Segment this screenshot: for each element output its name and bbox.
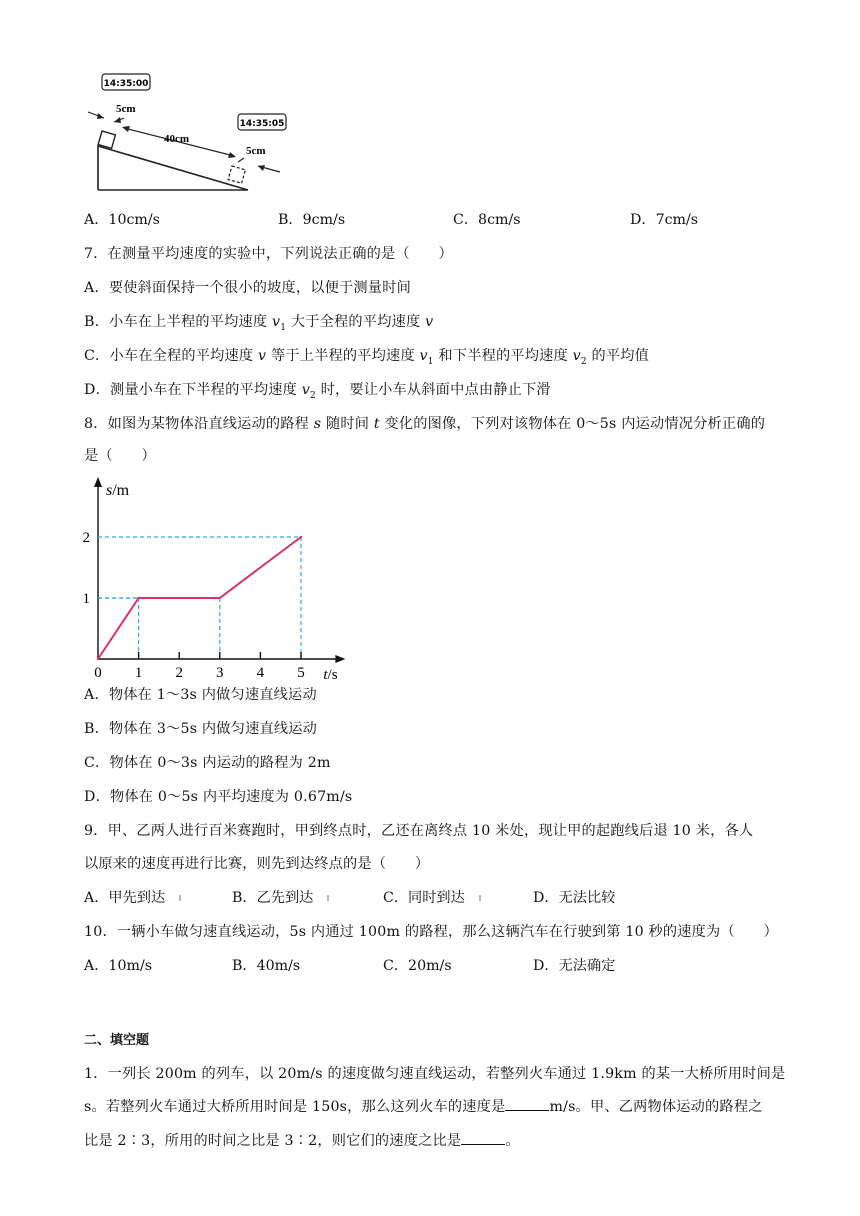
answer-blank-speed[interactable] [505,1096,549,1111]
q10-stem: 10．一辆小车做匀速直线运动，5s 内通过 100m 的路程，那么这辆汽车在行驶到第 10 秒的速度为（ ） [84,924,778,940]
q10-option-a[interactable]: A．10m/s [84,958,153,974]
q8-stem-line1 [84,413,765,433]
q7-option-c[interactable] [84,345,649,367]
q7-option-c-v1-sub: 1 [427,356,434,367]
q7-option-b-v: v [425,314,434,330]
q8-option-a[interactable]: A．物体在 1～3s 内做匀速直线运动 [84,687,317,703]
timer-start: 14:35:00 [103,79,149,89]
fill-q1-line2 [84,1096,763,1116]
y-tick-label: 1 [82,591,90,607]
incline-figure [84,68,294,196]
q7-option-b[interactable] [84,311,433,333]
q7-option-d[interactable] [84,379,551,401]
fill-q1-line1: 1．一列长 200m 的列车，以 20m/s 的速度做匀速直线运动，若整列火车通过 1.9km 的某一大桥所用时间是 [84,1066,786,1082]
q9-option-a[interactable] [84,887,181,907]
q10-option-c[interactable]: C．20m/s [383,958,452,974]
separator-mark [479,895,481,901]
y-axis-label: s/m [106,482,130,499]
separator-mark [179,895,181,901]
len-mid: 40cm [164,133,190,145]
q7-option-d-v2-sub: 2 [309,390,316,401]
q9-option-b[interactable] [232,887,329,907]
x-tick-label: 0 [94,665,102,681]
fill-q1-line2-text2: m/s。甲、乙两物体运动的路程之 [549,1099,763,1115]
section-title-fill-blank: 二、填空题 [84,1033,150,1048]
q7-option-b-text1: B．小车在上半程的平均速度 [84,314,272,330]
y-axis-arrow [94,477,102,487]
q10-option-d[interactable]: D．无法确定 [533,958,616,974]
len-car-end: 5cm [246,145,266,157]
q7-option-c-v1: v [419,348,428,364]
s-t-chart [82,475,374,683]
q8-option-d[interactable]: D．物体在 0～5s 内平均速度为 0.67m/s [84,789,353,805]
x-axis-label: t/s [323,667,338,683]
q6-option-c[interactable]: C．8cm/s [453,212,521,228]
q7-option-d-v2: v [301,382,310,398]
q7-stem: 7．在测量平均速度的实验中，下列说法正确的是（ ） [84,246,453,262]
q6-option-b[interactable]: B．9cm/s [278,212,346,228]
q9-option-c-label: C．同时到达 [383,890,465,906]
q7-option-b-v1: v [272,314,281,330]
q7-option-d-text1: D．测量小车在下半程的平均速度 [84,382,302,398]
q7-option-c-v: v [258,348,267,364]
x-tick-label: 2 [175,665,183,681]
q7-option-b-text2: 大于全程的平均速度 [286,314,426,330]
q7-option-c-text2: 等于上半程的平均速度 [266,348,420,364]
q7-option-b-v1-sub: 1 [280,322,287,333]
data-point [97,658,99,660]
y-tick-label: 2 [82,530,90,546]
q9-stem-line2: 以原来的速度再进行比赛，则先到达终点的是（ ） [84,856,430,872]
q7-option-c-text1: C．小车在全程的平均速度 [84,348,259,364]
fill-q1-line3-text1: 比是 2∶3，所用的时间之比是 3∶2，则它们的速度之比是 [84,1133,462,1149]
data-point [219,597,221,599]
q7-option-d-text2: 时，要让小车从斜面中点由静止下滑 [315,382,551,398]
q6-option-d[interactable]: D．7cm/s [630,212,699,228]
q7-option-c-v2-sub: 2 [580,356,587,367]
q9-option-c[interactable] [383,887,481,907]
q8-stem-line2: 是（ ） [84,448,156,464]
answer-blank-ratio[interactable] [461,1130,505,1145]
q8-stem-text3: 变化的图像，下列对该物体在 0～5s 内运动情况分析正确的 [379,416,766,432]
x-tick-label: 3 [216,665,224,681]
data-point [300,536,302,538]
q8-stem-text2: 随时间 [321,416,374,432]
fill-q1-line3-text2: 。 [505,1133,520,1149]
x-tick-label: 5 [297,665,305,681]
x-tick-label: 1 [134,665,143,681]
q9-option-a-label: A．甲先到达 [84,890,166,906]
q9-stem-line1: 9．甲、乙两人进行百米赛跑时，甲到终点时，乙还在离终点 10 米处，现让甲的起跑线后退 10 米，各人 [84,823,754,839]
q7-option-c-v2: v [572,348,581,364]
timer-end: 14:35:05 [239,119,285,129]
x-axis-arrow [335,655,345,663]
q8-option-c[interactable]: C．物体在 0～3s 内运动的路程为 2m [84,755,331,771]
q8-stem-text1: 8．如图为某物体沿直线运动的路程 [84,416,314,432]
data-point [137,597,139,599]
x-tick-label: 4 [256,665,265,681]
q8-stem-t: t [373,416,380,432]
fill-q1-line3 [84,1130,520,1150]
separator-mark [327,895,329,901]
len-car-start: 5cm [116,103,136,115]
q6-option-a[interactable]: A．10cm/s [84,212,160,228]
q9-option-b-label: B．乙先到达 [232,890,314,906]
q7-option-a[interactable]: A．要使斜面保持一个很小的坡度，以便于测量时间 [84,280,411,296]
q8-option-b[interactable]: B．物体在 3～5s 内做匀速直线运动 [84,721,318,737]
q8-stem-s: s [313,416,322,432]
q7-option-c-text3: 和下半程的平均速度 [433,348,573,364]
q10-option-b[interactable]: B．40m/s [232,958,301,974]
q7-option-c-text4: 的平均值 [586,348,650,364]
fill-q1-line2-text1: s。若整列火车通过大桥所用时间是 150s，那么这列火车的速度是 [84,1099,506,1115]
q9-option-d[interactable]: D．无法比较 [533,890,616,906]
